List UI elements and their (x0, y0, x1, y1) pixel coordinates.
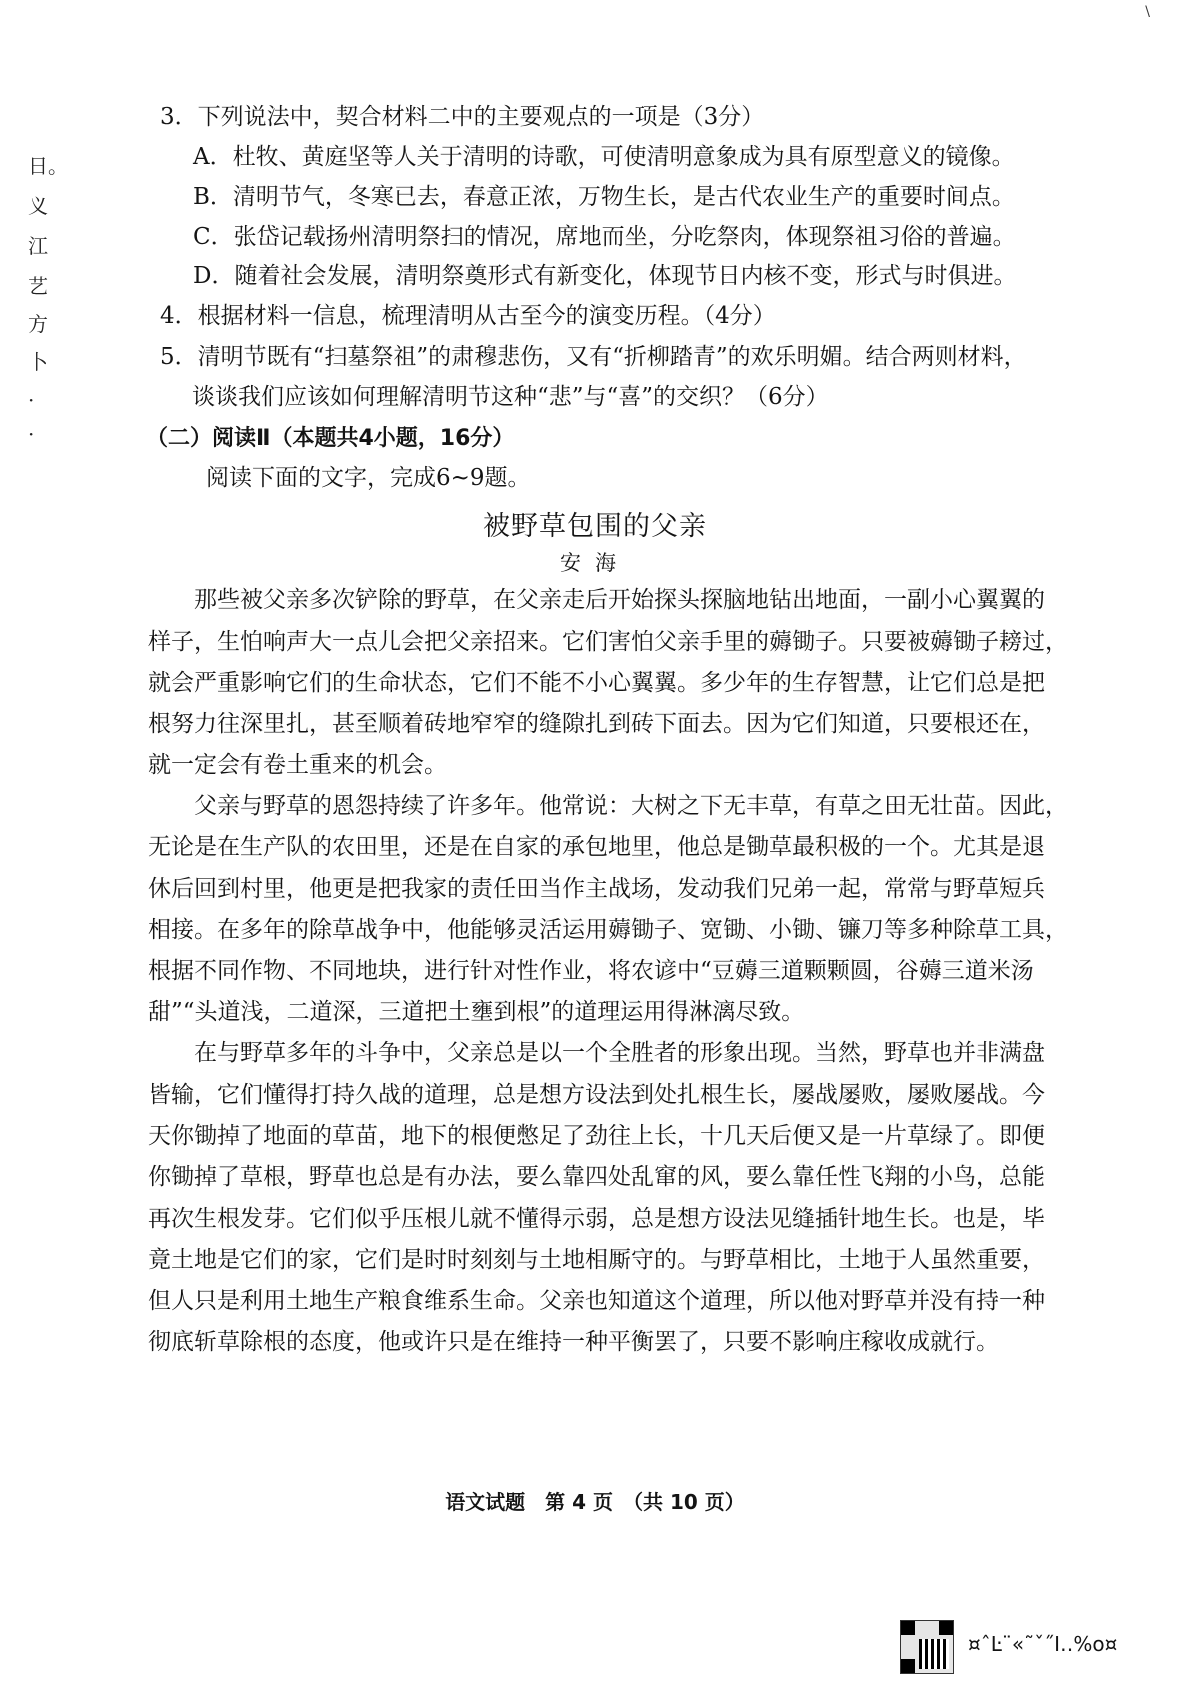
paragraph-line: 再次生根发芽。它们似乎压根儿就不懂得示弱，总是想方设法见缝插针地生长。也是，毕 (148, 1206, 1045, 1232)
margin-mark: 义 (28, 194, 48, 218)
paragraph-line: 你锄掉了草根，野草也总是有办法，要么靠四处乱窜的风，要么靠任性飞翔的小鸟，总能 (148, 1164, 1045, 1190)
paragraph-line: 甜”“头道浅，二道深，三道把土壅到根”的道理运用得淋漓尽致。 (148, 999, 805, 1025)
question-5-line-1: 5．清明节既有“扫墓祭祖”的肃穆悲伤，又有“折柳踏青”的欢乐明媚。结合两则材料， (160, 344, 1027, 370)
paragraph-line: 休后回到村里，他更是把我家的责任田当作主战场，发动我们兄弟一起，常常与野草短兵 (148, 876, 1045, 902)
paragraph-line: 在与野草多年的斗争中，父亲总是以一个全胜者的形象出现。当然，野草也并非满盘 (194, 1040, 1045, 1066)
question-5-line-2: 谈谈我们应该如何理解清明节这种“悲”与“喜”的交织？（6分） (192, 384, 829, 410)
question-3-option-d: D．随着社会发展，清明祭奠形式有新变化，体现节日内核不变，形式与时俱进。 (193, 263, 1017, 289)
question-4: 4．根据材料一信息，梳理清明从古至今的演变历程。（4分） (160, 303, 776, 329)
section-instruction: 阅读下面的文字，完成6~9题。 (206, 465, 531, 491)
paragraph-line: 就一定会有卷土重来的机会。 (148, 752, 447, 778)
paragraph-line: 无论是在生产队的农田里，还是在自家的承包地里，他总是锄草最积极的一个。尤其是退 (148, 834, 1045, 860)
question-3-option-a: A．杜牧、黄庭坚等人关于清明的诗歌，可使清明意象成为具有原型意义的镜像。 (193, 144, 1015, 170)
paragraph-line: 就会严重影响它们的生命状态，它们不能不小心翼翼。多少年的生存智慧，让它们总是把 (148, 670, 1045, 696)
question-3-stem: 3．下列说法中，契合材料二中的主要观点的一项是（3分） (160, 104, 765, 130)
paragraph-line: 根努力往深里扎，甚至顺着砖地窄窄的缝隙扎到砖下面去。因为它们知道，只要根还在， (148, 711, 1045, 737)
margin-mark: · (28, 422, 35, 446)
margin-mark: · (28, 388, 35, 412)
section-heading: （二）阅读Ⅱ（本题共4小题，16分） (146, 426, 515, 451)
article-title: 被野草包围的父亲 (483, 511, 707, 542)
qr-code[interactable] (900, 1620, 960, 1672)
margin-mark: 艺 (28, 274, 48, 298)
corner-mark: \ (1145, 4, 1150, 20)
qr-caption: ¤ˆĿ¨«˜ˇ˝Ⅰ‥%o¤ (968, 1632, 1118, 1656)
article-author: 安海 (560, 551, 630, 575)
qr-code-icon (900, 1620, 954, 1674)
paragraph-line: 相接。在多年的除草战争中，他能够灵活运用薅锄子、宽锄、小锄、镰刀等多种除草工具， (148, 917, 1068, 943)
paragraph-line: 父亲与野草的恩怨持续了许多年。他常说：大树之下无丰草，有草之田无壮苗。因此， (194, 793, 1068, 819)
paragraph-line: 彻底斩草除根的态度，他或许只是在维持一种平衡罢了，只要不影响庄稼收成就行。 (148, 1329, 999, 1355)
question-3-option-c: C．张岱记载扬州清明祭扫的情况，席地而坐，分吃祭肉，体现祭祖习俗的普遍。 (193, 224, 1016, 250)
page-footer: 语文试题 第 4 页 （共 10 页） (445, 1490, 745, 1514)
margin-mark: 日。 (28, 154, 68, 178)
paragraph-line: 天你锄掉了地面的草苗，地下的根便憋足了劲往上长，十几天后便又是一片草绿了。即便 (148, 1123, 1045, 1149)
margin-mark: 卜 (28, 350, 48, 374)
paragraph-line: 但人只是利用土地生产粮食维系生命。父亲也知道这个道理，所以他对野草并没有持一种 (148, 1288, 1045, 1314)
paragraph-line: 根据不同作物、不同地块，进行针对性作业，将农谚中“豆薅三道颗颗圆，谷薅三道米汤 (148, 958, 1034, 984)
margin-mark: 江 (28, 234, 48, 258)
paragraph-line: 那些被父亲多次铲除的野草，在父亲走后开始探头探脑地钻出地面，一副小心翼翼的 (194, 587, 1045, 613)
margin-mark: 方 (28, 312, 48, 336)
paragraph-line: 竟土地是它们的家，它们是时时刻刻与土地相厮守的。与野草相比，土地于人虽然重要， (148, 1247, 1045, 1273)
question-3-option-b: B．清明节气，冬寒已去，春意正浓，万物生长，是古代农业生产的重要时间点。 (193, 184, 1015, 210)
paragraph-line: 皆输，它们懂得打持久战的道理，总是想方设法到处扎根生长，屡战屡败，屡败屡战。今 (148, 1082, 1045, 1108)
paragraph-line: 样子，生怕响声大一点儿会把父亲招来。它们害怕父亲手里的薅锄子。只要被薅锄子耪过， (148, 629, 1068, 655)
